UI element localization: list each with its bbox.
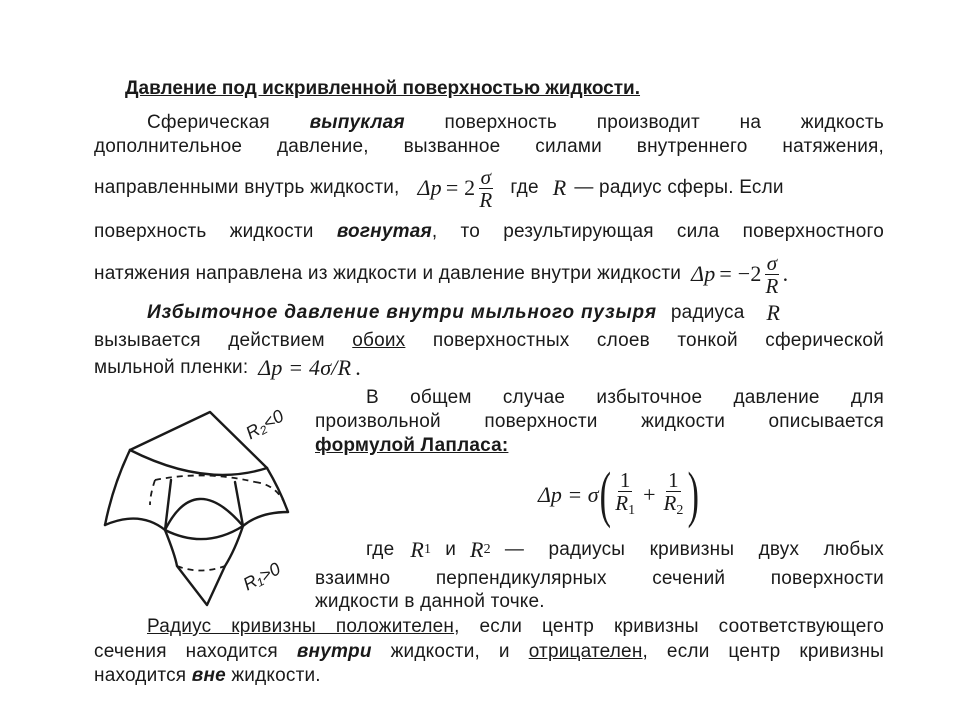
term-bubble-pressure: Избыточное давление внутри мыльного пузыря [147, 302, 657, 323]
term-convex: выпуклая [309, 112, 405, 133]
surface-right-edge [267, 468, 288, 512]
p3-line-4: где R 1 и R 2 — радиусы кривизны двух любых [366, 537, 884, 562]
p1-line-4: поверхность жидкости вогнутая, то результирующая сила поверхностного [94, 221, 884, 242]
formula-laplace: Δp = σ ( $\frac{1}{R_1}$ + $\frac{1}{R_2}$ ) [538, 461, 700, 529]
p2-line-1: Избыточное давление внутри мыльного пузыря радиуса R [147, 300, 781, 325]
label-r2-negative: R₂<0 [242, 405, 288, 444]
surface-right-bottom [243, 512, 288, 526]
term-negative: отрицателен [528, 641, 643, 662]
p2-line-2: вызывается действием обоих поверхностных слоев тонкой сферической [94, 330, 885, 351]
section-curve-upper [165, 499, 243, 530]
p1-line-1: Сферическая выпуклая поверхность производит на жидкость [147, 112, 885, 133]
p1-line-5: натяжения направлена из жидкости и давление внутри жидкости Δp = −2 $\frac{\sigma}{R}$ . [94, 250, 789, 298]
formula-bubble: Δp = 4σ/R [258, 355, 352, 380]
saddle-surface-figure [95, 400, 310, 610]
p3-line-2: произвольной поверхности жидкости описывается [315, 411, 884, 432]
p4-line-1: Радиус кривизны положителен, если центр кривизны соответствующего [147, 616, 884, 637]
page-title: Давление под искривленной поверхностью жидкости. [125, 78, 641, 99]
p1-line-2: дополнительное давление, вызванное силами внутреннего натяжения, [94, 136, 884, 157]
p2-line-3: мыльной пленки: Δp = 4σ/R . [94, 355, 361, 380]
term-concave: вогнутая [336, 221, 432, 242]
surface-left-edge [105, 450, 130, 525]
label-r1-positive: R₁>0 [239, 558, 284, 595]
formula-concave: Δp = −2 $\frac{\sigma}{R}$ . [691, 250, 789, 298]
term-both: обоих [352, 330, 406, 351]
hidden-edge-left [150, 480, 155, 505]
formula-convex: Δp = 2 $\frac{\sigma}{R}$ [417, 164, 493, 212]
term-laplace-formula: формулой Лапласа: [315, 435, 509, 456]
p3-line-6: жидкости в данной точке. [315, 591, 545, 612]
surface-front-arc [130, 450, 267, 475]
term-positive-radius: Радиус кривизны положителен [147, 616, 455, 637]
hidden-edge-lower [177, 566, 225, 571]
section-curve-lower [165, 526, 243, 539]
surface-left-bottom [105, 519, 165, 530]
p4-line-2: сечения находится внутри жидкости, и отрицателен, если центр кривизны [94, 641, 885, 662]
p4-line-3: находится вне жидкости. [94, 665, 321, 686]
p1-line-3: направленными внутрь жидкости, Δp = 2 $\frac{\sigma}{R}$ где R — радиус сферы. Если [94, 164, 784, 212]
p3-line-5: взаимно перпендикулярных сечений поверхности [315, 568, 884, 589]
p3-line-1: В общем случае избыточное давление для [366, 387, 884, 408]
